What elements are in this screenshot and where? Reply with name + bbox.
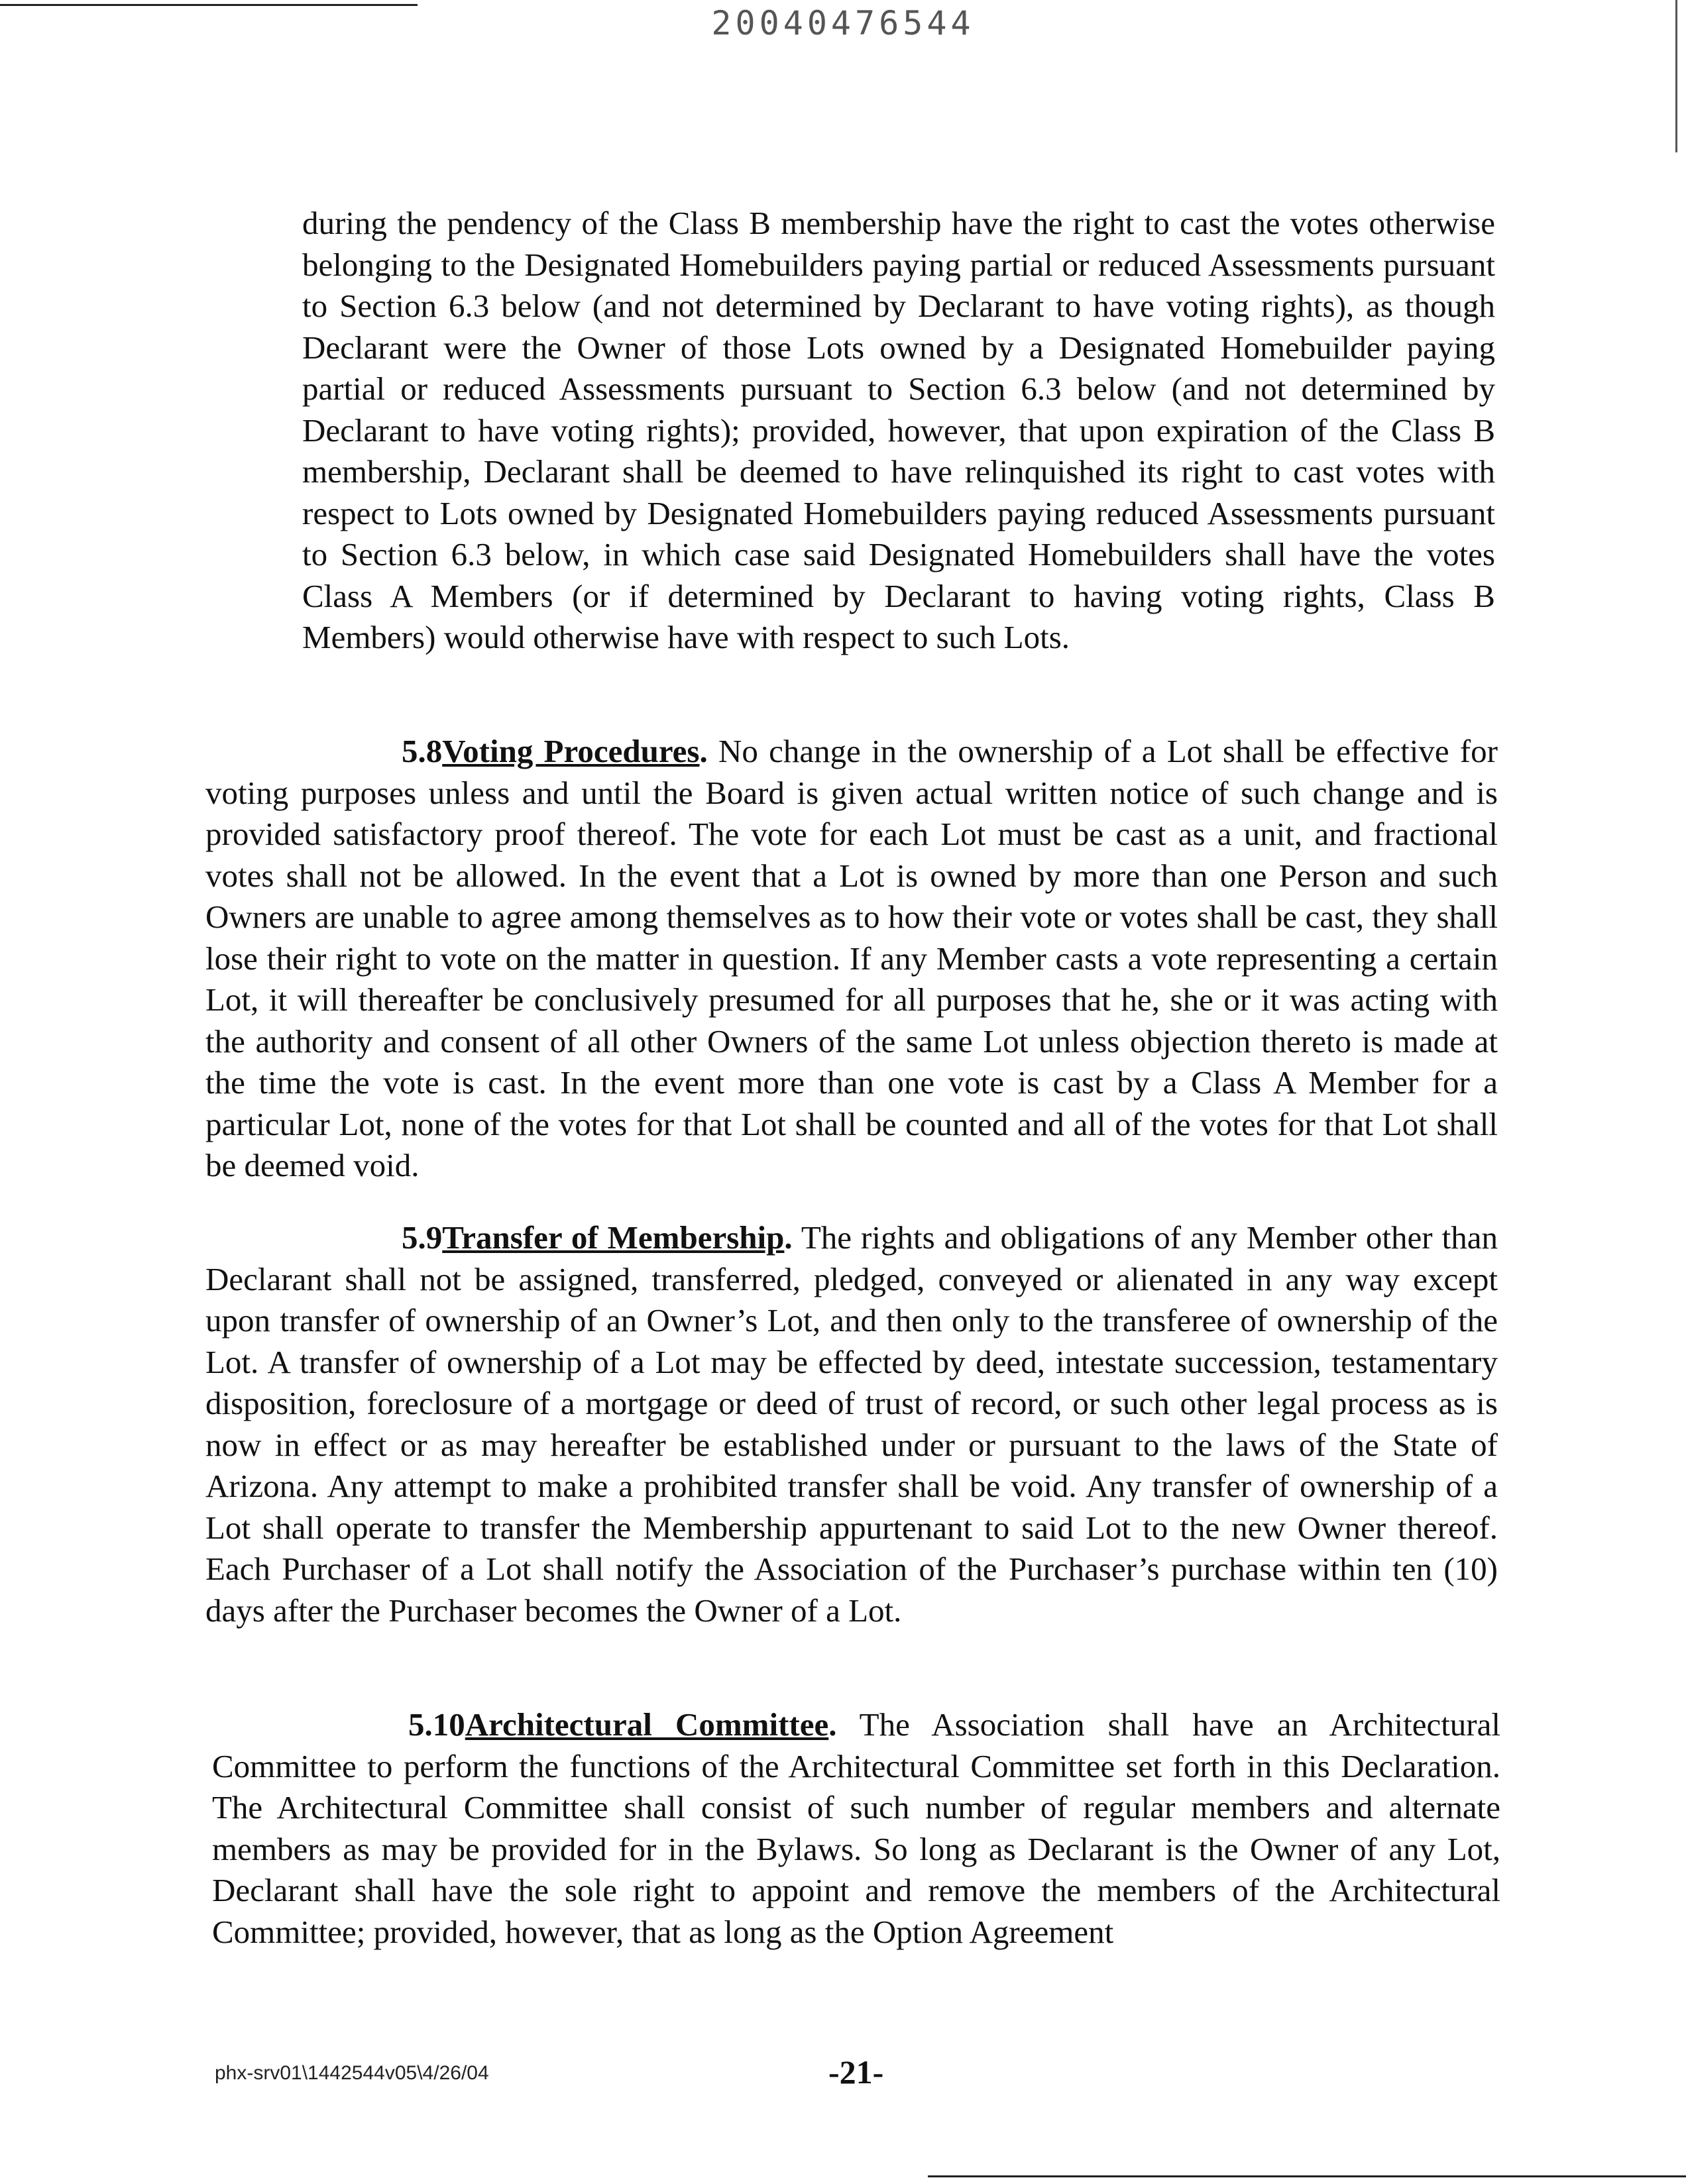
section-title: Transfer of Membership — [442, 1219, 785, 1256]
title-period: . — [784, 1219, 793, 1256]
section-number: 5.8 — [402, 733, 443, 769]
section-5-8 — [205, 731, 1498, 1187]
title-period: . — [828, 1706, 837, 1743]
section-text: No change in the ownership of a Lot shall be effective for voting purposes unless and until the Board is given actual written notice of such change and is provided satisfactory proof thereof. The vote for each Lot must be cast as a unit, and fractional votes shall not be allowed. In the event that a Lot is owned by more than one Person and such Owners are unable to agree among themselves as to how their vote or votes shall be cast, they shall lose their right to vote on the matter in question. If any Member casts a vote representing a certain Lot, it will thereafter be conclusively presumed for all purposes that he, she or it was acting with the authority and consent of all other Owners of the same Lot unless objection thereto is made at the time the vote is cast. In the event more than one vote is cast by a Class A Member for a particular Lot, none of the votes for that Lot shall be counted and all of the votes for that Lot shall be deemed void. — [205, 733, 1498, 1183]
section-text: The rights and obligations of any Member other than Declarant shall not be assigned, transferred, pledged, conveyed or alienated in any way except upon transfer of ownership of an Owner’s Lot, and then only to the transferee of ownership of the Lot. A transfer of ownership of a Lot may be effected by deed, intestate succession, testamentary disposition, foreclosure of a mortgage or deed of trust of record, or such other legal process as is now in effect or as may hereafter be established under or pursuant to the laws of the State of Arizona. Any attempt to make a prohibited transfer shall be void. Any transfer of ownership of a Lot shall operate to transfer the Membership appurtenant to said Lot to the new Owner thereof. Each Purchaser of a Lot shall notify the Association of the Purchaser’s purchase within ten (10) days after the Purchaser becomes the Owner of a Lot. — [205, 1219, 1498, 1629]
title-period: . — [699, 733, 708, 769]
section-number: 5.10 — [408, 1706, 465, 1743]
section-5-10 — [212, 1704, 1500, 1953]
footer-document-id: phx-srv01\1442544v05\4/26/04 — [215, 2062, 489, 2084]
section-5-9 — [205, 1217, 1498, 1631]
section-title: Voting Procedures — [442, 733, 700, 769]
bottom-rule — [928, 2175, 1686, 2177]
section-title: Architectural Committee — [465, 1706, 829, 1743]
continuation-paragraph: during the pendency of the Class B membership have the right to cast the votes otherwise belonging to the Designated Homebuilders paying partial or reduced Assessments pursuant to Section 6.3 below (and not determined by Declarant to have voting rights), as though Declarant were the Owner of those Lots owned by a Designated Homebuilder paying partial or reduced Assessments pursuant to Section 6.3 below (and not determined by Declarant to have voting rights); provided, however, that upon expiration of the Class B membership, Declarant shall be deemed to have relinquished its right to cast votes with respect to Lots owned by Designated Homebuilders paying reduced Assessments pursuant to Section 6.3 below, in which case said Designated Homebuilders shall have the votes Class A Members (or if determined by Declarant to having voting rights, Class B Members) would otherwise have with respect to such Lots. — [302, 205, 1495, 655]
section-number: 5.9 — [402, 1219, 443, 1256]
recording-number: 20040476544 — [711, 4, 975, 42]
page-number: -21- — [828, 2053, 884, 2091]
section-text: The Association shall have an Architectural Committee to perform the functions of the Architectural Committee set forth in this Declaration. The Architectural Committee shall consist of such number of regular members and alternate members as may be provided for in the Bylaws. So long as Declarant is the Owner of any Lot, Declarant shall have the sole right to appoint and remove the members of the Architectural Committee; provided, however, that as long as the Option Agreement — [212, 1706, 1500, 1950]
